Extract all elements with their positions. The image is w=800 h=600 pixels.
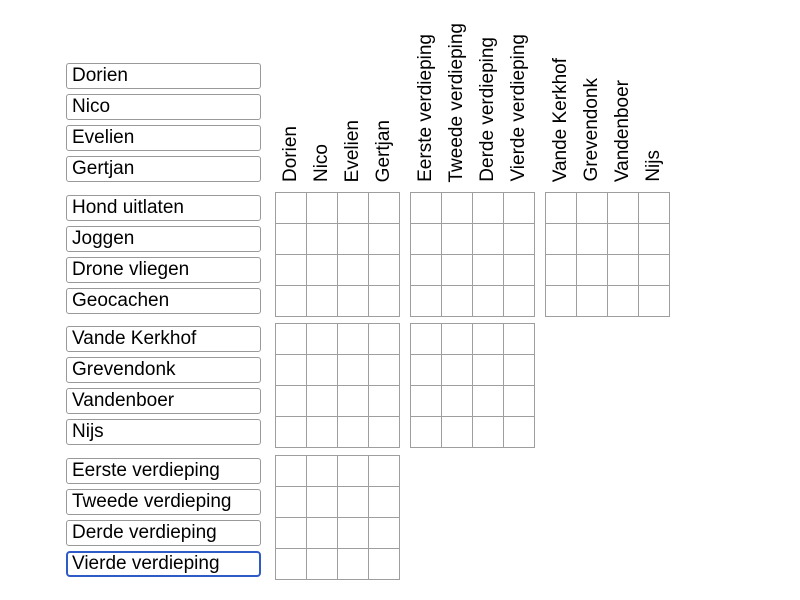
grid-cell[interactable]: [639, 224, 670, 255]
grid-cell[interactable]: [473, 355, 504, 386]
grid-row: [276, 518, 400, 549]
grid-cell[interactable]: [369, 456, 400, 487]
grid-cell[interactable]: [577, 224, 608, 255]
grid-cell[interactable]: [442, 193, 473, 224]
grid-row: [276, 224, 400, 255]
grid-cell[interactable]: [276, 456, 307, 487]
grid-cell[interactable]: [338, 193, 369, 224]
grid-cell[interactable]: [276, 417, 307, 448]
grid-row: [276, 286, 400, 317]
grid-row: [411, 255, 535, 286]
grid-cell[interactable]: [442, 255, 473, 286]
grid-cell[interactable]: [338, 224, 369, 255]
grid-row: [411, 386, 535, 417]
grid-cell[interactable]: [473, 255, 504, 286]
grid-cell[interactable]: [577, 255, 608, 286]
grid-cell[interactable]: [307, 255, 338, 286]
category-label-box[interactable]: Grevendonk: [66, 357, 261, 383]
column-header-label: Gertjan: [373, 119, 395, 182]
grid-cell[interactable]: [442, 386, 473, 417]
category-label-box[interactable]: Nico: [66, 94, 261, 120]
grid-cell[interactable]: [338, 518, 369, 549]
grid-row: [276, 456, 400, 487]
header-group-names: [275, 0, 400, 186]
grid-cell[interactable]: [608, 255, 639, 286]
grid-row: [276, 355, 400, 386]
grid-row: [411, 355, 535, 386]
grid-cell[interactable]: [276, 286, 307, 317]
grid-cell[interactable]: [338, 286, 369, 317]
grid-cell[interactable]: [369, 487, 400, 518]
column-header: [504, 34, 535, 182]
grid-cell[interactable]: [608, 224, 639, 255]
grid-cell[interactable]: [546, 224, 577, 255]
column-header: [338, 120, 369, 182]
grid-cell[interactable]: [411, 255, 442, 286]
label-group-names: [66, 63, 261, 187]
category-label-box[interactable]: Vandenboer: [66, 388, 261, 414]
grid-cell[interactable]: [276, 324, 307, 355]
grid-cell[interactable]: [338, 549, 369, 580]
column-header: [410, 34, 441, 182]
grid-row: [276, 549, 400, 580]
column-header-label: Grevendonk: [580, 78, 602, 182]
grid-cell[interactable]: [307, 518, 338, 549]
grid-cell[interactable]: [577, 193, 608, 224]
grid-cell[interactable]: [307, 286, 338, 317]
grid-cell[interactable]: [442, 224, 473, 255]
header-group-surnames: [545, 0, 670, 186]
grid-cell[interactable]: [473, 286, 504, 317]
category-label-box[interactable]: Eerste verdieping: [66, 458, 261, 484]
column-header-label: Dorien: [279, 126, 301, 182]
grid-surnames-vs-names: [275, 323, 400, 448]
grid-cell[interactable]: [546, 286, 577, 317]
grid-cell[interactable]: [546, 193, 577, 224]
column-header: [639, 150, 670, 182]
grid-row: [411, 324, 535, 355]
grid-cell[interactable]: [307, 193, 338, 224]
grid-row: [276, 193, 400, 224]
grid-row: [411, 193, 535, 224]
category-label-box-focused[interactable]: Vierde verdieping: [66, 551, 261, 577]
grid-row: [546, 193, 670, 224]
column-header: [473, 37, 504, 182]
grid-cell[interactable]: [276, 386, 307, 417]
grid-cell[interactable]: [307, 386, 338, 417]
grid-cell[interactable]: [369, 518, 400, 549]
category-label-box[interactable]: Tweede verdieping: [66, 489, 261, 515]
column-header-label: Nijs: [643, 150, 665, 182]
category-label-box[interactable]: Hond uitlaten: [66, 195, 261, 221]
header-group-floors: [410, 0, 535, 186]
grid-cell[interactable]: [307, 224, 338, 255]
grid-cell[interactable]: [338, 456, 369, 487]
grid-cell[interactable]: [411, 286, 442, 317]
grid-activities-vs-names: [275, 192, 400, 317]
grid-cell[interactable]: [338, 386, 369, 417]
grid-cell[interactable]: [369, 355, 400, 386]
grid-row: [546, 286, 670, 317]
label-group-surnames: [66, 326, 261, 450]
grid-row: [546, 255, 670, 286]
grid-row: [411, 286, 535, 317]
category-label-box[interactable]: Drone vliegen: [66, 257, 261, 283]
grid-cell[interactable]: [369, 193, 400, 224]
category-label-box[interactable]: Dorien: [66, 63, 261, 89]
grid-cell[interactable]: [504, 324, 535, 355]
grid-cell[interactable]: [442, 417, 473, 448]
column-header-label: Evelien: [342, 119, 364, 182]
grid-cell[interactable]: [442, 355, 473, 386]
column-header: [608, 80, 639, 182]
grid-cell[interactable]: [504, 224, 535, 255]
grid-cell[interactable]: [411, 355, 442, 386]
column-header: [441, 23, 472, 183]
grid-cell[interactable]: [473, 417, 504, 448]
column-header: [369, 120, 400, 182]
category-label-box[interactable]: Gertjan: [66, 156, 261, 182]
column-header-label: Derde verdieping: [477, 37, 499, 182]
grid-cell[interactable]: [338, 324, 369, 355]
grid-cell[interactable]: [473, 224, 504, 255]
grid-cell[interactable]: [276, 487, 307, 518]
grid-cell[interactable]: [276, 224, 307, 255]
grid-cell[interactable]: [276, 549, 307, 580]
column-header-label: Tweede verdieping: [445, 22, 467, 182]
grid-cell[interactable]: [411, 324, 442, 355]
grid-cell[interactable]: [546, 255, 577, 286]
column-header-label: Vande Kerkhof: [549, 57, 571, 182]
grid-cell[interactable]: [369, 386, 400, 417]
grid-row: [276, 324, 400, 355]
grid-cell[interactable]: [504, 355, 535, 386]
column-header: [306, 144, 337, 182]
grid-cell[interactable]: [338, 355, 369, 386]
grid-cell[interactable]: [369, 417, 400, 448]
column-header-label: Vierde verdieping: [508, 34, 530, 182]
grid-cell[interactable]: [639, 255, 670, 286]
column-header: [275, 126, 306, 182]
grid-cell[interactable]: [276, 255, 307, 286]
grid-cell[interactable]: [442, 324, 473, 355]
grid-row: [411, 224, 535, 255]
category-label-box[interactable]: Evelien: [66, 125, 261, 151]
grid-cell[interactable]: [608, 286, 639, 317]
grid-cell[interactable]: [504, 386, 535, 417]
column-header: [545, 58, 576, 182]
column-header-label: Nico: [310, 143, 332, 182]
grid-cell[interactable]: [504, 286, 535, 317]
grid-cell[interactable]: [411, 224, 442, 255]
grid-cell[interactable]: [411, 417, 442, 448]
grid-cell[interactable]: [369, 224, 400, 255]
grid-cell[interactable]: [608, 193, 639, 224]
grid-cell[interactable]: [369, 549, 400, 580]
grid-row: [276, 386, 400, 417]
grid-cell[interactable]: [504, 417, 535, 448]
grid-cell[interactable]: [307, 355, 338, 386]
grid-cell[interactable]: [442, 286, 473, 317]
grid-cell[interactable]: [369, 286, 400, 317]
grid-cell[interactable]: [307, 417, 338, 448]
category-label-box[interactable]: Vande Kerkhof: [66, 326, 261, 352]
grid-cell[interactable]: [639, 193, 670, 224]
category-label-box[interactable]: Geocachen: [66, 288, 261, 314]
grid-cell[interactable]: [577, 286, 608, 317]
grid-cell[interactable]: [338, 487, 369, 518]
grid-cell[interactable]: [307, 456, 338, 487]
grid-cell[interactable]: [369, 255, 400, 286]
grid-activities-vs-surnames: [545, 192, 670, 317]
grid-floors-vs-names: [275, 455, 400, 580]
grid-cell[interactable]: [276, 355, 307, 386]
grid-cell[interactable]: [307, 487, 338, 518]
grid-row: [276, 487, 400, 518]
grid-row: [276, 255, 400, 286]
grid-cell[interactable]: [369, 324, 400, 355]
grid-cell[interactable]: [473, 324, 504, 355]
grid-cell[interactable]: [639, 286, 670, 317]
grid-row: [546, 224, 670, 255]
grid-cell[interactable]: [338, 255, 369, 286]
column-header-label: Vandenboer: [612, 79, 634, 182]
grid-cell[interactable]: [473, 386, 504, 417]
label-group-floors: [66, 458, 261, 582]
grid-cell[interactable]: [307, 549, 338, 580]
grid-cell[interactable]: [411, 193, 442, 224]
category-label-box[interactable]: Derde verdieping: [66, 520, 261, 546]
grid-surnames-vs-floors: [410, 323, 535, 448]
grid-cell[interactable]: [307, 324, 338, 355]
label-group-activities: [66, 195, 261, 319]
grid-cell[interactable]: [473, 193, 504, 224]
grid-activities-vs-floors: [410, 192, 535, 317]
category-label-box[interactable]: Nijs: [66, 419, 261, 445]
grid-cell[interactable]: [504, 193, 535, 224]
grid-row: [411, 417, 535, 448]
grid-row: [276, 417, 400, 448]
grid-cell[interactable]: [504, 255, 535, 286]
grid-cell[interactable]: [411, 386, 442, 417]
column-header-label: Eerste verdieping: [414, 34, 436, 182]
grid-cell[interactable]: [276, 518, 307, 549]
category-label-box[interactable]: Joggen: [66, 226, 261, 252]
grid-cell[interactable]: [338, 417, 369, 448]
grid-cell[interactable]: [276, 193, 307, 224]
column-header: [576, 78, 607, 182]
